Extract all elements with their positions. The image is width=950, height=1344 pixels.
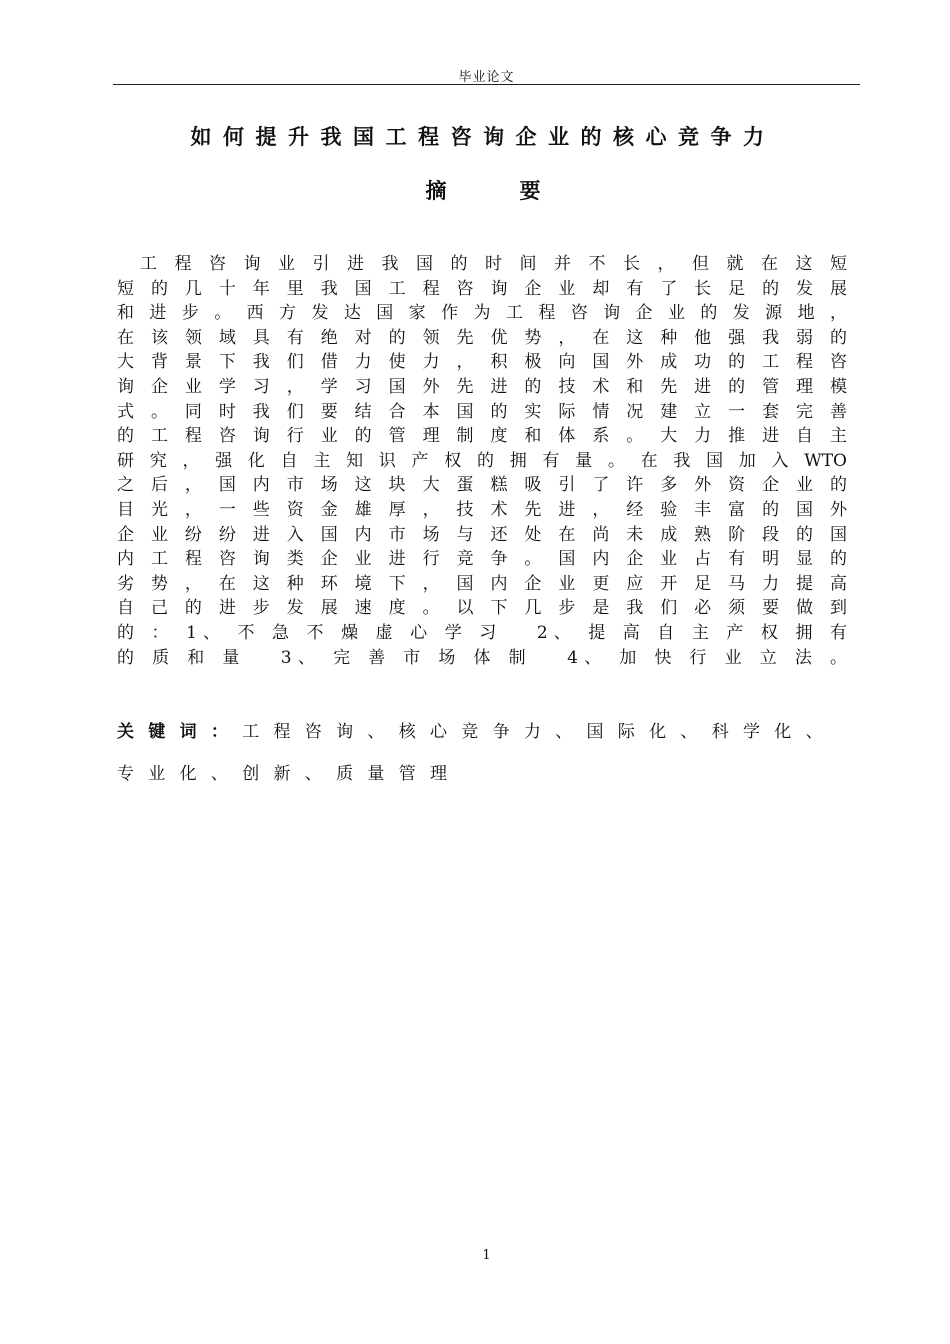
keywords-section: [117, 720, 867, 786]
abstract-heading: 摘要: [425, 179, 614, 203]
header-rule: [113, 84, 860, 85]
abstract-line: 的 质 和 量 3、 完 善 市 场 体 制 4、 加 快 行 业 立 法 。: [117, 647, 847, 668]
keywords-list: 工程咨询、核心竞争力、国际化、科学化、: [242, 722, 837, 742]
abstract-line: 企 业 纷 纷 进 入 国 内 市 场 与 还 处 在 尚 未 成 熟 阶 段 的 国: [117, 524, 847, 545]
abstract-line: 的 工 程 咨 询 行 业 的 管 理 制 度 和 体 系 。 大 力 推 进 自 主: [117, 426, 847, 447]
abstract-line: 询 企 业 学 习 ， 学 习 国 外 先 进 的 技 术 和 先 进 的 管 理 模: [117, 376, 847, 397]
running-header: 毕业论文: [458, 70, 515, 85]
keywords-line-2: 专业化、创新、质量管理: [117, 764, 462, 784]
abstract-line: 式 。 同 时 我 们 要 结 合 本 国 的 实 际 情 况 建 立 一 套 完 善: [117, 401, 847, 422]
abstract-line: 工 程 咨 询 业 引 进 我 国 的 时 间 并 不 长 ， 但 就 在 这 短: [117, 254, 847, 274]
abstract-line: 大 背 景 下 我 们 借 力 使 力 ， 积 极 向 国 外 成 功 的 工 程 咨: [117, 352, 847, 373]
abstract-line: 短 的 几 十 年 里 我 国 工 程 咨 询 企 业 却 有 了 长 足 的 发 展: [117, 278, 847, 299]
keywords-line-1: [117, 720, 867, 744]
abstract-line: 之 后 ， 国 内 市 场 这 块 大 蛋 糕 吸 引 了 许 多 外 资 企 业 的: [117, 475, 847, 496]
abstract-body: [117, 252, 870, 670]
keywords-label: 关键词：: [117, 722, 243, 742]
abstract-line: 的 ： 1、 不 急 不 燥 虚 心 学 习 2、 提 高 自 主 产 权 拥 有: [117, 622, 870, 643]
page-number: 1: [482, 1248, 491, 1263]
paper-title: 如何提升我国工程咨询企业的核心竞争力: [190, 125, 776, 149]
abstract-line: 和 进 步 。 西 方 发 达 国 家 作 为 工 程 咨 询 企 业 的 发 源 地 ，: [117, 303, 847, 324]
abstract-line: 研 究 ， 强 化 自 主 知 识 产 权 的 拥 有 量 。 在 我 国 加 入 WTO: [117, 450, 847, 471]
abstract-line: 目 光 ， 一 些 资 金 雄 厚 ， 技 术 先 进 ， 经 验 丰 富 的 国 外: [117, 499, 847, 520]
abstract-line: 劣 势 ， 在 这 种 环 境 下 ， 国 内 企 业 更 应 开 足 马 力 提 高: [117, 573, 847, 594]
abstract-line: 在 该 领 域 具 有 绝 对 的 领 先 优 势 ， 在 这 种 他 强 我 弱 的: [117, 327, 847, 348]
abstract-line: 内 工 程 咨 询 类 企 业 进 行 竞 争 。 国 内 企 业 占 有 明 显 的: [117, 549, 847, 570]
abstract-line: 自 己 的 进 步 发 展 速 度 。 以 下 几 步 是 我 们 必 须 要 做 到: [117, 598, 847, 619]
